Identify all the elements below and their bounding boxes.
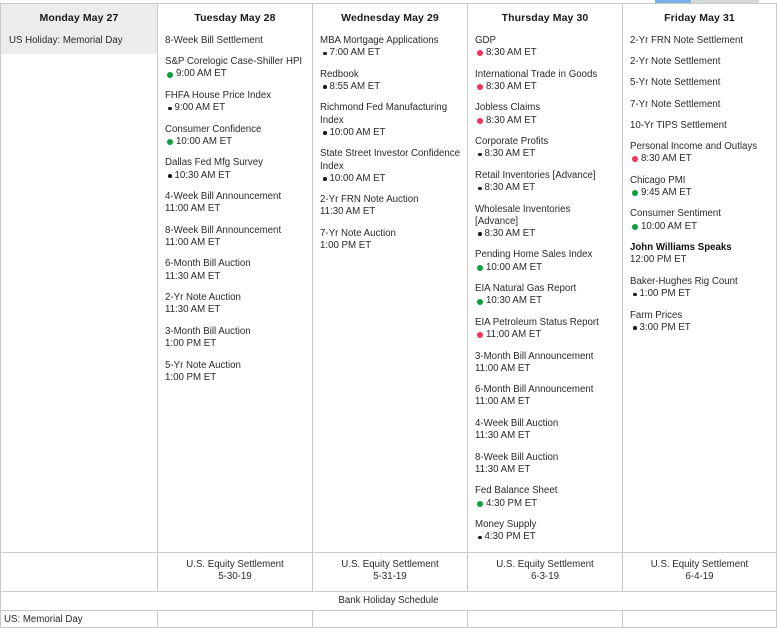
event-time-row xyxy=(475,329,615,342)
impact-black-dot-icon xyxy=(168,107,172,111)
bank-holiday-cell-friday xyxy=(623,610,777,627)
calendar-event[interactable] xyxy=(475,452,615,477)
settlement-date: 6-3-19 xyxy=(530,571,559,583)
calendar-event[interactable] xyxy=(165,90,305,115)
settlement-label: U.S. Equity Settlement xyxy=(186,558,284,570)
event-time: 11:30 AM ET xyxy=(165,270,221,282)
settlement-content-thursday xyxy=(468,553,622,591)
event-time: 8:30 AM ET xyxy=(486,114,537,126)
calendar-event[interactable] xyxy=(165,326,305,351)
event-time: 3:00 PM ET xyxy=(639,321,691,333)
event-time: 11:30 AM ET xyxy=(475,430,531,442)
impact-green-dot-icon xyxy=(167,72,173,78)
event-time: 10:00 AM ET xyxy=(176,135,233,147)
bank-holiday-row xyxy=(1,610,777,627)
event-name: 7-Yr Note Settlement xyxy=(630,98,721,110)
settlement-cell-tuesday xyxy=(158,552,313,591)
calendar-event[interactable] xyxy=(630,276,769,301)
impact-green-dot-icon xyxy=(477,265,483,271)
event-time: 11:00 AM ET xyxy=(165,203,221,215)
settlement-cell-friday xyxy=(623,552,777,591)
impact-red-dot-icon xyxy=(477,118,483,124)
event-time-row xyxy=(475,363,615,376)
event-time-row xyxy=(320,127,460,140)
event-name: Wholesale Inventories [Advance] xyxy=(475,203,571,227)
settlement-date: 5-30-19 xyxy=(218,571,252,583)
event-name: 2-Yr Note Auction xyxy=(165,292,241,304)
calendar-event[interactable] xyxy=(475,351,615,376)
impact-green-dot-icon xyxy=(167,139,173,145)
day-content-tuesday xyxy=(158,4,312,392)
day-header-tuesday: Tuesday May 28 xyxy=(194,12,276,24)
weekly-economic-calendar-table xyxy=(0,3,777,628)
event-time: 8:30 AM ET xyxy=(486,47,537,59)
holiday-note-monday: US Holiday: Memorial Day xyxy=(9,35,123,46)
calendar-event[interactable] xyxy=(475,102,615,127)
event-time: 9:00 AM ET xyxy=(176,68,227,80)
calendar-day-cell-thursday xyxy=(468,4,623,553)
impact-black-dot-icon xyxy=(323,85,327,89)
event-name: Baker-Hughes Rig Count xyxy=(630,275,738,287)
event-time-row xyxy=(475,47,615,60)
impact-black-dot-icon xyxy=(633,293,637,297)
settlement-label: U.S. Equity Settlement xyxy=(496,558,594,570)
calendar-event[interactable] xyxy=(320,148,460,185)
event-name: 4-Week Bill Auction xyxy=(475,417,559,429)
calendar-day-cell-tuesday xyxy=(158,4,313,553)
bank-holiday-text-wednesday xyxy=(313,611,467,627)
event-time-row xyxy=(630,153,769,166)
event-time: 7:00 AM ET xyxy=(329,47,381,59)
event-time-row xyxy=(165,170,305,183)
event-time-row xyxy=(320,47,460,60)
settlement-content-monday xyxy=(1,553,157,591)
event-name: 6-Month Bill Auction xyxy=(165,258,251,270)
event-name: 10-Yr TIPS Settlement xyxy=(630,119,727,131)
day-header-monday: Monday May 27 xyxy=(39,12,119,24)
calendar-event[interactable] xyxy=(320,194,460,219)
settlement-label: U.S. Equity Settlement xyxy=(341,558,439,570)
event-time: 11:30 AM ET xyxy=(320,206,376,218)
event-time: 11:30 AM ET xyxy=(165,304,221,316)
event-time: 10:00 AM ET xyxy=(329,172,386,184)
settlement-date: 5-31-19 xyxy=(373,571,407,583)
impact-black-dot-icon xyxy=(168,174,172,178)
calendar-event[interactable] xyxy=(630,175,769,200)
event-time: 9:45 AM ET xyxy=(641,186,692,198)
impact-green-dot-icon xyxy=(632,190,638,196)
event-time: 10:00 AM ET xyxy=(641,220,698,232)
impact-black-dot-icon xyxy=(323,52,327,56)
event-name: EIA Petroleum Status Report xyxy=(475,316,599,328)
event-time: 1:00 PM ET xyxy=(639,288,691,300)
event-name: John Williams Speaks xyxy=(630,242,732,254)
event-name: 8-Week Bill Settlement xyxy=(165,35,263,46)
event-name: 3-Month Bill Auction xyxy=(165,325,251,337)
event-time: 1:00 PM ET xyxy=(165,371,217,383)
event-name: 2-Yr FRN Note Settlement xyxy=(630,35,744,46)
calendar-event[interactable] xyxy=(475,317,615,342)
event-time: 11:00 AM ET xyxy=(475,396,531,408)
event-time-row xyxy=(630,322,769,335)
settlement-cell-monday xyxy=(1,552,158,591)
event-time-row xyxy=(475,430,615,443)
calendar-event[interactable] xyxy=(475,384,615,409)
event-name: 5-Yr Note Auction xyxy=(165,359,241,371)
event-time-row xyxy=(320,173,460,186)
calendar-event[interactable] xyxy=(320,228,460,253)
calendar-event[interactable] xyxy=(475,35,615,60)
calendar-event[interactable] xyxy=(630,208,769,233)
event-name: FHFA House Price Index xyxy=(165,89,272,101)
event-time-row xyxy=(165,237,305,250)
event-time: 10:00 AM ET xyxy=(486,261,543,273)
calendar-event[interactable] xyxy=(630,310,769,335)
event-name: Corporate Profits xyxy=(475,136,549,148)
event-time-row xyxy=(165,304,305,317)
event-name: 5-Yr Note Settlement xyxy=(630,77,721,89)
event-time: 4:30 PM ET xyxy=(486,497,538,509)
settlement-label: U.S. Equity Settlement xyxy=(650,558,749,570)
event-time-row xyxy=(475,262,615,275)
calendar-event[interactable] xyxy=(475,204,615,241)
bank-holiday-cell-thursday xyxy=(468,610,623,627)
day-content-wednesday xyxy=(313,4,467,261)
calendar-event[interactable] xyxy=(630,141,769,166)
event-name: Chicago PMI xyxy=(630,174,686,186)
impact-black-dot-icon xyxy=(633,326,637,330)
calendar-event[interactable] xyxy=(475,485,615,510)
calendar-event[interactable] xyxy=(630,120,769,132)
calendar-event[interactable] xyxy=(165,360,305,385)
event-time-row xyxy=(165,102,305,115)
event-time-row xyxy=(475,81,615,94)
event-time-row xyxy=(475,464,615,477)
event-time: 8:30 AM ET xyxy=(484,182,536,194)
event-name: Jobless Claims xyxy=(475,102,541,114)
event-time-row xyxy=(630,288,769,301)
event-time-row xyxy=(475,115,615,128)
event-time: 12:00 PM ET xyxy=(630,254,687,266)
event-name: 7-Yr Note Auction xyxy=(320,227,396,239)
event-time: 11:00 AM ET xyxy=(475,362,531,374)
event-name: Pending Home Sales Index xyxy=(475,249,593,261)
event-time-row xyxy=(475,148,615,161)
event-time: 4:30 PM ET xyxy=(484,531,536,543)
event-time-row xyxy=(165,271,305,284)
event-name: 2-Yr FRN Note Auction xyxy=(320,194,419,206)
event-time-row xyxy=(630,187,769,200)
calendar-event[interactable] xyxy=(165,56,305,81)
event-time-row xyxy=(630,221,769,234)
calendar-day-row xyxy=(1,4,777,553)
event-time-row xyxy=(165,136,305,149)
event-name: Richmond Fed Manufacturing Index xyxy=(320,102,448,126)
event-name: Fed Balance Sheet xyxy=(475,485,558,497)
calendar-event[interactable] xyxy=(165,157,305,182)
calendar-event[interactable] xyxy=(475,283,615,308)
event-name: Money Supply xyxy=(475,519,537,531)
bank-holiday-banner-label: Bank Holiday Schedule xyxy=(338,594,439,606)
event-time-row xyxy=(630,254,769,267)
calendar-event[interactable] xyxy=(475,136,615,161)
event-name: 8-Week Bill Announcement xyxy=(165,224,282,236)
bank-holiday-cell-monday xyxy=(1,610,158,627)
calendar-event[interactable] xyxy=(630,77,769,89)
event-time: 11:30 AM ET xyxy=(475,463,531,475)
calendar-event[interactable] xyxy=(630,56,769,68)
event-name: Redbook xyxy=(320,68,359,80)
calendar-event[interactable] xyxy=(475,249,615,274)
event-time: 8:30 AM ET xyxy=(641,153,692,165)
calendar-event[interactable] xyxy=(165,124,305,149)
event-name: EIA Natural Gas Report xyxy=(475,283,577,295)
event-time: 10:30 AM ET xyxy=(174,169,231,181)
event-name: International Trade in Goods xyxy=(475,68,598,80)
event-time: 11:00 AM ET xyxy=(486,329,542,341)
event-time-row xyxy=(475,228,615,241)
event-time: 8:30 AM ET xyxy=(484,227,536,239)
event-time-row xyxy=(165,68,305,81)
day-content-friday xyxy=(623,4,776,342)
event-name: Retail Inventories [Advance] xyxy=(475,169,596,181)
day-content-thursday xyxy=(468,4,622,552)
calendar-event[interactable] xyxy=(630,242,769,267)
day-header-friday: Friday May 31 xyxy=(664,12,735,24)
bank-holiday-text-friday xyxy=(623,611,776,627)
event-name: 4-Week Bill Announcement xyxy=(165,191,282,203)
calendar-day-cell-monday xyxy=(1,4,158,553)
settlement-content-wednesday xyxy=(313,553,467,591)
event-name: MBA Mortgage Applications xyxy=(320,35,439,46)
bank-holiday-text-tuesday xyxy=(158,611,312,627)
event-name: Consumer Sentiment xyxy=(630,208,721,220)
impact-black-dot-icon xyxy=(323,177,327,181)
event-time: 1:00 PM ET xyxy=(165,338,217,350)
settlement-content-tuesday xyxy=(158,553,312,591)
event-time: 10:00 AM ET xyxy=(329,126,386,138)
event-time: 8:30 AM ET xyxy=(484,148,536,160)
day-header-thursday: Thursday May 30 xyxy=(501,12,589,24)
day-header-wednesday: Wednesday May 29 xyxy=(341,12,439,24)
impact-green-dot-icon xyxy=(632,224,638,230)
impact-green-dot-icon xyxy=(477,299,483,305)
calendar-event[interactable] xyxy=(630,99,769,111)
event-name: 8-Week Bill Auction xyxy=(475,451,559,463)
impact-red-dot-icon xyxy=(477,332,483,338)
event-time-row xyxy=(320,240,460,253)
calendar-event[interactable] xyxy=(475,418,615,443)
event-time-row xyxy=(320,206,460,219)
bank-holiday-text-thursday xyxy=(468,611,622,627)
impact-black-dot-icon xyxy=(478,232,482,236)
event-time: 9:00 AM ET xyxy=(174,102,226,114)
calendar-event[interactable] xyxy=(475,170,615,195)
event-time-row xyxy=(165,372,305,385)
event-name: 6-Month Bill Announcement xyxy=(475,384,594,396)
impact-black-dot-icon xyxy=(323,131,327,135)
impact-black-dot-icon xyxy=(478,187,482,191)
settlement-cell-wednesday xyxy=(313,552,468,591)
event-time-row xyxy=(475,531,615,544)
event-time: 11:00 AM ET xyxy=(165,236,221,248)
calendar-event[interactable] xyxy=(475,69,615,94)
event-name: GDP xyxy=(475,35,496,46)
event-time-row xyxy=(165,338,305,351)
calendar-event[interactable] xyxy=(630,35,769,47)
event-name: Farm Prices xyxy=(630,309,683,321)
event-time-row xyxy=(475,396,615,409)
calendar-event[interactable] xyxy=(165,292,305,317)
calendar-event[interactable] xyxy=(320,69,460,94)
event-time-row xyxy=(320,81,460,94)
settlement-row xyxy=(1,552,777,591)
event-time-row xyxy=(475,182,615,195)
impact-red-dot-icon xyxy=(477,50,483,56)
event-time-row xyxy=(475,498,615,511)
impact-red-dot-icon xyxy=(632,156,638,162)
bank-holiday-cell-wednesday xyxy=(313,610,468,627)
impact-black-dot-icon xyxy=(478,153,482,157)
settlement-date: 6-4-19 xyxy=(685,571,714,583)
calendar-event[interactable] xyxy=(165,191,305,216)
calendar-day-cell-friday xyxy=(623,4,777,553)
calendar-event[interactable] xyxy=(320,35,460,60)
bank-holiday-cell-tuesday xyxy=(158,610,313,627)
event-time: 10:30 AM ET xyxy=(486,295,543,307)
calendar-event[interactable] xyxy=(165,258,305,283)
event-name: State Street Investor Confidence Index xyxy=(320,148,461,172)
event-name: S&P Corelogic Case-Shiller HPI xyxy=(165,56,303,68)
impact-black-dot-icon xyxy=(478,536,482,540)
event-name: 3-Month Bill Announcement xyxy=(475,350,594,362)
event-time-row xyxy=(165,203,305,216)
calendar-event[interactable] xyxy=(320,102,460,139)
event-time-row xyxy=(475,295,615,308)
event-name: 2-Yr Note Settlement xyxy=(630,56,721,68)
event-name: Consumer Confidence xyxy=(165,123,262,135)
event-time: 8:55 AM ET xyxy=(329,80,381,92)
calendar-event[interactable] xyxy=(475,519,615,544)
settlement-content-friday xyxy=(623,553,776,591)
settlement-cell-thursday xyxy=(468,552,623,591)
impact-red-dot-icon xyxy=(477,84,483,90)
event-name: Personal Income and Outlays xyxy=(630,141,758,153)
bank-holiday-banner-cell xyxy=(1,591,777,610)
calendar-event[interactable] xyxy=(165,35,305,47)
impact-green-dot-icon xyxy=(477,501,483,507)
event-name: Dallas Fed Mfg Survey xyxy=(165,157,263,169)
event-time: 1:00 PM ET xyxy=(320,240,372,252)
event-time: 8:30 AM ET xyxy=(486,80,537,92)
calendar-day-cell-wednesday xyxy=(313,4,468,553)
day-content-monday xyxy=(1,4,157,54)
bank-holiday-text-monday: US: Memorial Day xyxy=(4,613,83,625)
bank-holiday-banner-row xyxy=(1,591,777,610)
calendar-event[interactable] xyxy=(165,225,305,250)
